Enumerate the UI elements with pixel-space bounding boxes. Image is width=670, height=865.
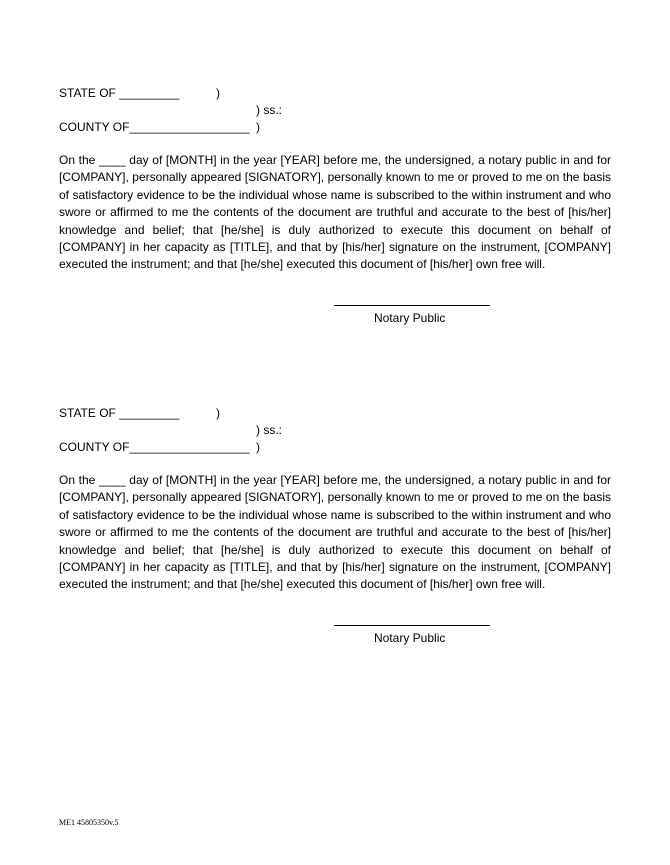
notary-public-label: Notary Public bbox=[374, 311, 446, 325]
document-id-footer: ME1 45805350v.5 bbox=[59, 818, 119, 827]
ss-marker: ) ss.: bbox=[256, 423, 282, 437]
acknowledgment-block-1 bbox=[59, 86, 611, 326]
ss-marker: ) ss.: bbox=[256, 103, 282, 117]
acknowledgment-block-2 bbox=[59, 406, 611, 646]
county-of-line: COUNTY OF__________________ bbox=[59, 120, 250, 134]
county-of-line: COUNTY OF__________________ bbox=[59, 440, 250, 454]
state-of-line: STATE OF _________ bbox=[59, 86, 180, 100]
acknowledgment-paragraph: On the ____ day of [MONTH] in the year [YEAR] before me, the undersigned, a notary public in and for [COMPANY], personally appeared [SIGNATORY], personally known to me or proved to me on the basis of satisfactory evidence to be the individual whose name is subscribed to the within instrument and who swore or affirmed to me the contents of the document are truthful and accurate to the best of [his/her] knowledge and belief; that [he/she] is duly authorized to execute this document on behalf of [COMPANY] in her capacity as [TITLE], and that by [his/her] signature on the instrument, [COMPANY] executed the instrument; and that [he/she] executed this document of [his/her] own free will. bbox=[59, 473, 611, 592]
acknowledgment-paragraph: On the ____ day of [MONTH] in the year [YEAR] before me, the undersigned, a notary public in and for [COMPANY], personally appeared [SIGNATORY], personally known to me or proved to me on the basis of satisfactory evidence to be the individual whose name is subscribed to the within instrument and who swore or affirmed to me the contents of the document are truthful and accurate to the best of [his/her] knowledge and belief; that [he/she] is duly authorized to execute this document on behalf of [COMPANY] in her capacity as [TITLE], and that by [his/her] signature on the instrument, [COMPANY] executed the instrument; and that [he/she] executed this document of [his/her] own free will. bbox=[59, 153, 611, 272]
notary-public-label: Notary Public bbox=[374, 631, 446, 645]
county-paren: ) bbox=[256, 440, 260, 454]
state-of-line: STATE OF _________ bbox=[59, 406, 180, 420]
county-paren: ) bbox=[256, 120, 260, 134]
signature-line bbox=[334, 625, 490, 626]
state-paren: ) bbox=[216, 406, 220, 420]
signature-line bbox=[334, 305, 490, 306]
state-paren: ) bbox=[216, 86, 220, 100]
